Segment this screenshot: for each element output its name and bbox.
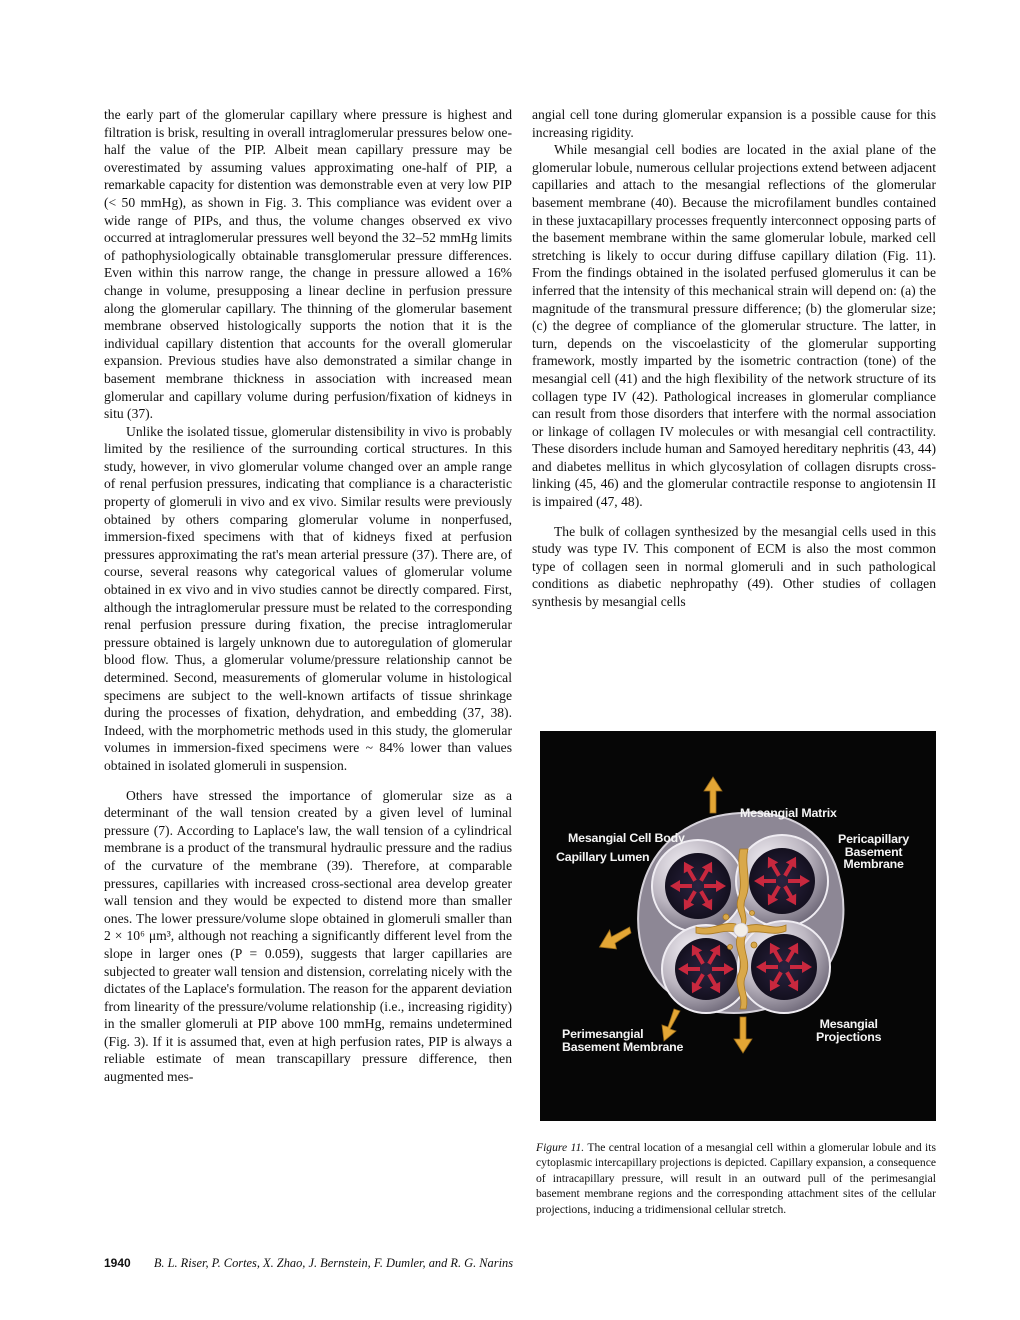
body-paragraph: angial cell tone during glomerular expansion is a possible cause for this increasing rigidity. <box>532 107 936 140</box>
label-mesangial-projections: Mesangial Projections <box>816 1017 882 1044</box>
figure-caption <box>536 1140 936 1217</box>
label-mesangial-matrix: Mesangial Matrix <box>740 806 837 820</box>
caption-text: The central location of a mesangial cell within a glomerular lobule and its cytoplasmic intercapillary projections is depicted. Capillary expansion, a consequence of intracapillary pressure, will result in an outward pull of the perimesangial basement membrane regions and the corresponding attachment sites of the cellular projections, inducing a tridimensional cellular stretch. <box>536 1141 936 1216</box>
page-footer <box>104 1256 924 1271</box>
left-text-column <box>104 106 512 1086</box>
label-pericapillary-membrane: Pericapillary Basement Membrane <box>838 832 910 872</box>
body-paragraph: the early part of the glomerular capillary where pressure is highest and filtration is brisk, resulting in overall intraglomerular pressures below one-half the value of the PIP. Albeit mean capillary pressure may be overestimated by assuming values approximating one-half of PIP, a remarkable capacity for distention was demonstrable even at very low PIP (< 50 mmHg), as shown in Fig. 3. This compliance was evident over a wide range of PIPs, and thus, the volume changes observed ex vivo occurred at intraglomerular pressures well beyond the 32–52 mmHg limits of pathophysiologically obtainable transglomerular pressure differences. Even within this narrow range, the change in pressure allowed a 16% change in volume, presupposing a linear decline in perfusion pressure along the glomerular capillary. The thinning of the glomerular basement membrane observed histologically supports the notion that it is the individual capillary distention that accounts for the overall glomerular expansion. Previous studies have also demonstrated a similar change in basement membrane thickness in association with increased mean glomerular and capillary volume during perfusion/fixation of kidneys in situ (37). <box>104 107 512 422</box>
caption-figure-number: Figure 11. <box>536 1141 585 1154</box>
body-paragraph: Unlike the isolated tissue, glomerular distensibility in vivo is probably limited by the resilience of the surrounding cortical structures. In this study, however, in vivo glomerular volume changed over an ample range of renal perfusion pressures, indicating that compliance is a characteristic property of glomeruli in vivo and ex vivo. Similar results were previously obtained by others comparing glomerular volume in nonperfused, immersion-fixed specimens with that of kidneys fixed at perfusion pressures approximating the rat's mean arterial pressure (37). There are, of course, several reasons why categorical values of glomerular volume obtained in ex vivo and in vivo studies cannot be directly compared. First, although the intraglomerular pressure must be related to the corresponding renal perfusion pressure during fixation, the precise intraglomerular pressure obtained is largely unknown due to autoregulation of glomerular blood flow. Thus, a glomerular volume/pressure relationship cannot be determined. Second, measurements of glomerular volume in histological specimens are subject to the well-known artifacts of tissue shrinkage during the processes of fixation, dehydration, and embedding (37, 38). Indeed, with the morphometric methods used in this study, the glomerular volumes in immersion-fixed specimens were ~ 84% lower than values obtained in isolated glomeruli in suspension. <box>104 423 512 773</box>
capillary-top-left <box>652 840 744 932</box>
arrow-left <box>596 925 634 953</box>
body-paragraph: While mesangial cell bodies are located in the axial plane of the glomerular lobule, numerous cellular projections extend between adjacent capillaries and attach to the mesangial reflections of the glomerular basement membrane (40). Because the microfilament bundles contained in these juxtacapillary processes frequently interconnect opposing parts of the basement membrane within the same glomerular lobule, marked cell stretching is likely to occur during diffuse capillary dilation (Fig. 11). From the findings obtained in the isolated perfused glomerulus it can be inferred that the intensity of this mechanical strain will depend on: (a) the magnitude of the transmural pressure difference; (b) the glomerular size; (c) the degree of compliance of the glomerular structure. The latter, in turn, depends on the viscoelasticity of the glomerular supporting framework, mostly imparted by the isometric contraction (tone) of the mesangial cell (41) and the high flexibility of the network structure of its collagen type IV (42). Pathological increases in glomerular compliance can result from those disorders that interfere with the normal association or linkage of collagen IV molecules or with mesangial cell contractility. These disorders include human and Samoyed hereditary nephritis (43, 44) and diabetes mellitus in which glycosylation of collagen disrupts cross-linking (45, 46) and the glomerular contractile response to angiotensin II is impaired (47, 48). <box>532 142 936 510</box>
footer-authors: B. L. Riser, P. Cortes, X. Zhao, J. Bernstein, F. Dumler, and R. G. Narins <box>153 1256 514 1270</box>
capillary-bottom-right <box>738 921 830 1013</box>
right-text-column <box>532 106 936 611</box>
figure-11-illustration <box>540 731 936 1121</box>
arrow-down <box>734 1017 752 1053</box>
label-mesangial-cell-body: Mesangial Cell Body <box>568 831 685 845</box>
label-perimesangial-membrane: Perimesangial Basement Membrane <box>562 1027 684 1054</box>
body-paragraph: Others have stressed the importance of glomerular size as a determinant of the wall tension created by a given level of luminal pressure (7). According to Laplace's law, the wall tension of a cylindrical membrane is a product of the transmural hydraulic pressure and the radius of the curvature of the membrane (39). Therefore, at comparable pressures, capillaries with increased cross-sectional area develop greater wall tension and they would be expected to distend more than smaller ones. The lower pressure/volume slope obtained in glomeruli smaller than 2 × 10⁶ μm³, although not reaching a significantly different level from the slope in larger ones (P = 0.059), suggests that larger capillaries are subjected to greater wall tension and distension, correlating nicely with the dictates of the Laplace's formulation. The reason for the apparent deviation from linearity of the pressure/volume relationship (i.e., increasing rigidity) in the smaller glomeruli at PIP above 100 mmHg, remains undetermined (Fig. 3). If it is assumed that, even at high perfusion rates, PIP is always a reliable estimate of mean transcapillary pressure difference, then augmented mes- <box>104 787 512 1085</box>
glomerular-lobule-diagram <box>540 731 936 1121</box>
page-number: 1940 <box>104 1256 131 1270</box>
label-capillary-lumen: Capillary Lumen <box>556 850 650 864</box>
arrow-up <box>704 777 722 813</box>
body-paragraph: The bulk of collagen synthesized by the mesangial cells used in this study was type IV. This component of ECM is also the most common type of collagen seen in normal glomeruli and in such pathological conditions as diabetic nephropathy (49). Other studies of collagen synthesis by mesangial cells <box>532 523 936 610</box>
